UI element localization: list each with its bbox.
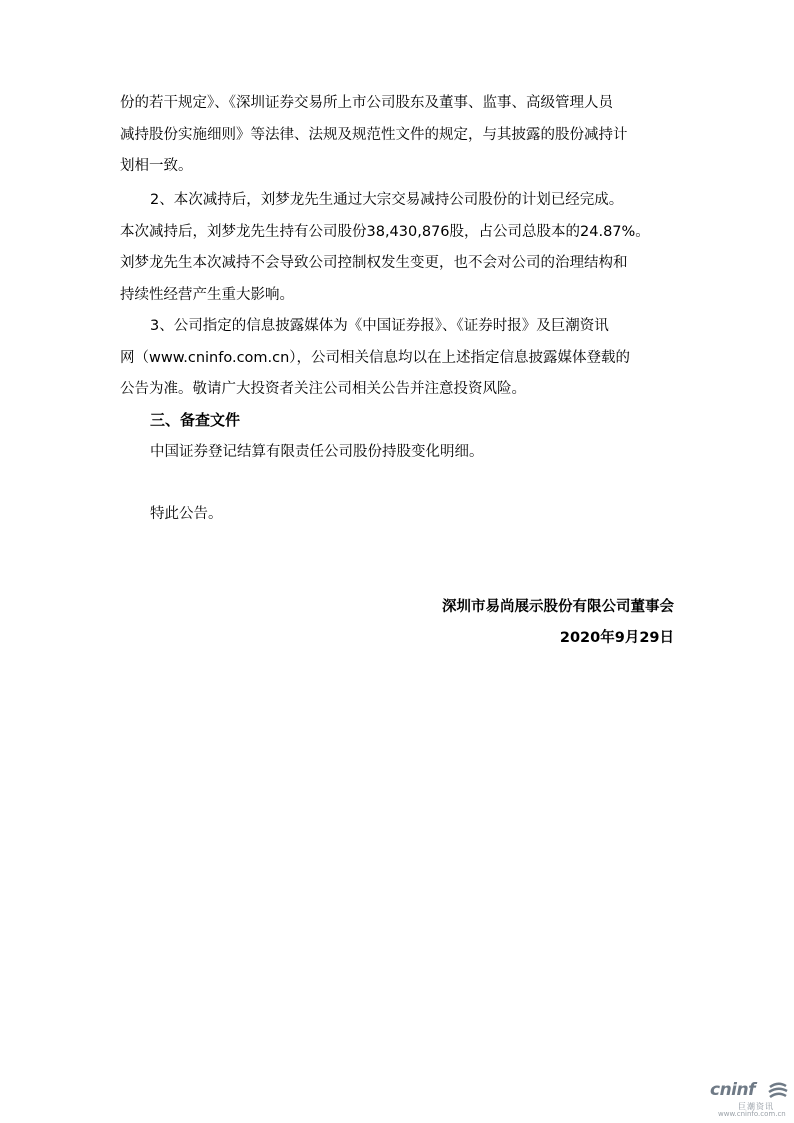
paragraph-2-line: 持续性经营产生重大影响。	[120, 286, 294, 303]
paragraph-2-line: 刘梦龙先生本次减持不会导致公司控制权发生变更，也不会对公司的治理结构和	[120, 255, 628, 271]
paragraph-1-line: 划相一致。	[120, 158, 193, 174]
paragraph-2	[120, 185, 676, 311]
logo-url-text: www.cninfo.com.cn	[718, 1110, 786, 1118]
paragraph-2-line: 本次减持后，刘梦龙先生持有公司股份38,430,876股，占公司总股本的24.87%。	[120, 223, 650, 240]
signature-company: 深圳市易尚展示股份有限公司董事会	[442, 599, 674, 615]
paragraph-3-line: 3、公司指定的信息披露媒体为《中国证券报》、《证券时报》及巨潮资讯	[150, 318, 609, 334]
section-heading-3: 三、备查文件	[150, 411, 241, 429]
logo-chinese-text: 巨潮资讯	[738, 1102, 774, 1111]
paragraph-2-line: 2、本次减持后，刘梦龙先生通过大宗交易减持公司股份的计划已经完成。	[150, 192, 624, 208]
cninfo-watermark-logo	[710, 1080, 794, 1120]
closing-text: 特此公告。	[150, 506, 223, 522]
signature-date: 2020年9月29日	[559, 630, 674, 646]
paragraph-3	[120, 311, 676, 406]
section-3-item: 中国证券登记结算有限责任公司股份持股变化明细。	[150, 444, 484, 460]
paragraph-3-line: 公告为准。敬请广大投资者关注公司相关公告并注意投资风险。	[120, 381, 526, 397]
logo-brand-text: cninf	[710, 1080, 756, 1100]
paragraph-1-line: 份的若干规定》、《深圳证券交易所上市公司股东及董事、监事、高级管理人员	[120, 95, 613, 111]
paragraph-1	[120, 88, 676, 183]
paragraph-3-line: 网（www.cninfo.com.cn），公司相关信息均以在上述指定信息披露媒体登载的	[120, 349, 631, 366]
paragraph-1-line: 减持股份实施细则》等法律、法规及规范性文件的规定，与其披露的股份减持计	[120, 126, 628, 143]
cninfo-logo-icon	[767, 1081, 789, 1101]
